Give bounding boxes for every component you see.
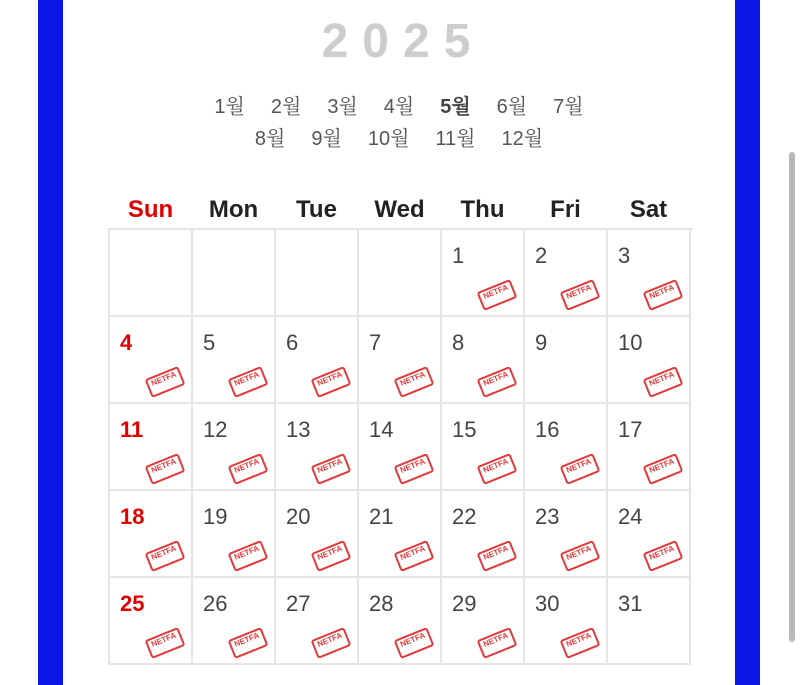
month-link[interactable]: 2월 xyxy=(270,96,302,118)
weekday-label: Thu xyxy=(460,196,505,223)
day-cell[interactable] xyxy=(193,578,276,665)
day-number: 15 xyxy=(452,417,477,442)
netfa-stamp-icon: NETFA xyxy=(643,366,684,398)
right-blue-border xyxy=(735,0,760,685)
netfa-stamp-icon: NETFA xyxy=(228,627,269,659)
empty-day-cell xyxy=(276,230,359,317)
netfa-stamp-icon: NETFA xyxy=(560,279,601,311)
day-cell[interactable] xyxy=(525,317,608,404)
day-number: 31 xyxy=(618,591,643,616)
day-cell[interactable] xyxy=(276,404,359,491)
day-cell[interactable] xyxy=(442,230,525,317)
day-number: 5 xyxy=(203,330,216,355)
month-link[interactable]: 4월 xyxy=(383,96,415,118)
netfa-stamp-icon: NETFA xyxy=(394,453,435,485)
day-number: 4 xyxy=(120,330,133,355)
month-link[interactable]: 10월 xyxy=(367,128,410,150)
day-cell[interactable] xyxy=(442,491,525,578)
day-number: 3 xyxy=(618,243,631,268)
empty-day-cell xyxy=(193,230,276,317)
day-number: 24 xyxy=(618,504,643,529)
day-cell[interactable] xyxy=(608,230,691,317)
day-cell[interactable] xyxy=(276,317,359,404)
day-number: 17 xyxy=(618,417,643,442)
netfa-stamp-icon: NETFA xyxy=(311,540,352,572)
day-number: 6 xyxy=(286,330,299,355)
netfa-stamp-icon: NETFA xyxy=(311,627,352,659)
month-link[interactable]: 11월 xyxy=(435,128,476,150)
day-cell[interactable] xyxy=(193,491,276,578)
day-number: 8 xyxy=(452,330,465,355)
netfa-stamp-icon: NETFA xyxy=(228,453,269,485)
day-number: 13 xyxy=(286,417,311,442)
netfa-stamp-icon: NETFA xyxy=(228,540,269,572)
calendar-panel xyxy=(63,0,735,685)
day-number: 7 xyxy=(369,330,382,355)
day-number: 18 xyxy=(120,504,145,529)
day-cell[interactable] xyxy=(193,317,276,404)
month-link[interactable]: 3월 xyxy=(327,96,358,118)
day-number: 28 xyxy=(369,591,394,616)
month-link[interactable]: 5월 xyxy=(440,96,471,118)
empty-day-cell xyxy=(110,230,193,317)
day-number: 26 xyxy=(203,591,228,616)
netfa-stamp-icon: NETFA xyxy=(477,540,518,572)
day-cell[interactable] xyxy=(110,404,193,491)
month-row-1 xyxy=(63,90,735,119)
day-number: 30 xyxy=(535,591,560,616)
netfa-stamp-icon: NETFA xyxy=(145,366,186,398)
day-number: 16 xyxy=(535,417,560,442)
empty-day-cell xyxy=(359,230,442,317)
day-cell[interactable] xyxy=(525,404,608,491)
day-cell[interactable] xyxy=(276,578,359,665)
netfa-stamp-icon: NETFA xyxy=(643,453,684,485)
day-cell[interactable] xyxy=(442,317,525,404)
month-link[interactable]: 6월 xyxy=(496,96,528,118)
day-cell[interactable] xyxy=(525,491,608,578)
day-number: 9 xyxy=(535,330,548,355)
day-number: 23 xyxy=(535,504,560,529)
netfa-stamp-icon: NETFA xyxy=(145,627,186,659)
day-cell[interactable] xyxy=(359,404,442,491)
netfa-stamp-icon: NETFA xyxy=(643,279,684,311)
day-number: 22 xyxy=(452,504,477,529)
day-number: 21 xyxy=(369,504,394,529)
day-cell[interactable] xyxy=(525,230,608,317)
day-number: 11 xyxy=(120,417,144,442)
day-cell[interactable] xyxy=(608,491,691,578)
day-cell[interactable] xyxy=(608,578,691,665)
left-blue-border xyxy=(38,0,63,685)
netfa-stamp-icon: NETFA xyxy=(477,366,518,398)
day-cell[interactable] xyxy=(442,578,525,665)
netfa-stamp-icon: NETFA xyxy=(145,540,186,572)
day-number: 20 xyxy=(286,504,311,529)
day-cell[interactable] xyxy=(608,404,691,491)
day-cell[interactable] xyxy=(110,491,193,578)
day-cell[interactable] xyxy=(525,578,608,665)
day-number: 14 xyxy=(369,417,394,442)
month-link[interactable]: 9월 xyxy=(311,128,342,150)
netfa-stamp-icon: NETFA xyxy=(477,279,518,311)
day-number: 25 xyxy=(120,591,145,616)
month-row-2 xyxy=(63,122,735,151)
netfa-stamp-icon: NETFA xyxy=(145,453,186,485)
netfa-stamp-icon: NETFA xyxy=(311,453,352,485)
day-number: 12 xyxy=(203,417,228,442)
day-cell[interactable] xyxy=(276,491,359,578)
month-link[interactable]: 12월 xyxy=(501,128,544,150)
day-number: 19 xyxy=(203,504,228,529)
day-cell[interactable] xyxy=(359,317,442,404)
weekday-header xyxy=(109,196,692,226)
month-link[interactable]: 8월 xyxy=(254,128,286,150)
month-link[interactable]: 1월 xyxy=(214,96,245,118)
day-number: 29 xyxy=(452,591,477,616)
day-cell[interactable] xyxy=(359,578,442,665)
netfa-stamp-icon: NETFA xyxy=(394,627,435,659)
weekday-label: Fri xyxy=(550,196,581,223)
netfa-stamp-icon: NETFA xyxy=(311,366,352,398)
netfa-stamp-icon: NETFA xyxy=(477,453,518,485)
day-cell[interactable] xyxy=(110,317,193,404)
day-cell[interactable] xyxy=(442,404,525,491)
netfa-stamp-icon: NETFA xyxy=(560,627,601,659)
day-cell[interactable] xyxy=(110,578,193,665)
day-number: 1 xyxy=(452,243,465,268)
weekday-label: Wed xyxy=(374,196,425,223)
netfa-stamp-icon: NETFA xyxy=(560,540,601,572)
day-cell[interactable] xyxy=(359,491,442,578)
weekday-label: Mon xyxy=(208,196,259,223)
netfa-stamp-icon: NETFA xyxy=(477,627,518,659)
weekday-label: Sat xyxy=(629,196,668,223)
day-number: 10 xyxy=(618,330,643,355)
day-cell[interactable] xyxy=(193,404,276,491)
day-cell[interactable] xyxy=(608,317,691,404)
weekday-label: Sun xyxy=(127,196,174,223)
netfa-stamp-icon: NETFA xyxy=(560,453,601,485)
day-number: 2 xyxy=(535,243,548,268)
weekday-label: Tue xyxy=(296,196,337,223)
day-number: 27 xyxy=(286,591,311,616)
month-link[interactable]: 7월 xyxy=(553,96,584,118)
netfa-stamp-icon: NETFA xyxy=(643,540,684,572)
netfa-stamp-icon: NETFA xyxy=(394,540,435,572)
year-title: 2025 xyxy=(321,15,485,68)
calendar-grid xyxy=(108,228,693,665)
netfa-stamp-icon: NETFA xyxy=(228,366,269,398)
netfa-stamp-icon: NETFA xyxy=(394,366,435,398)
scrollbar[interactable] xyxy=(789,152,795,642)
